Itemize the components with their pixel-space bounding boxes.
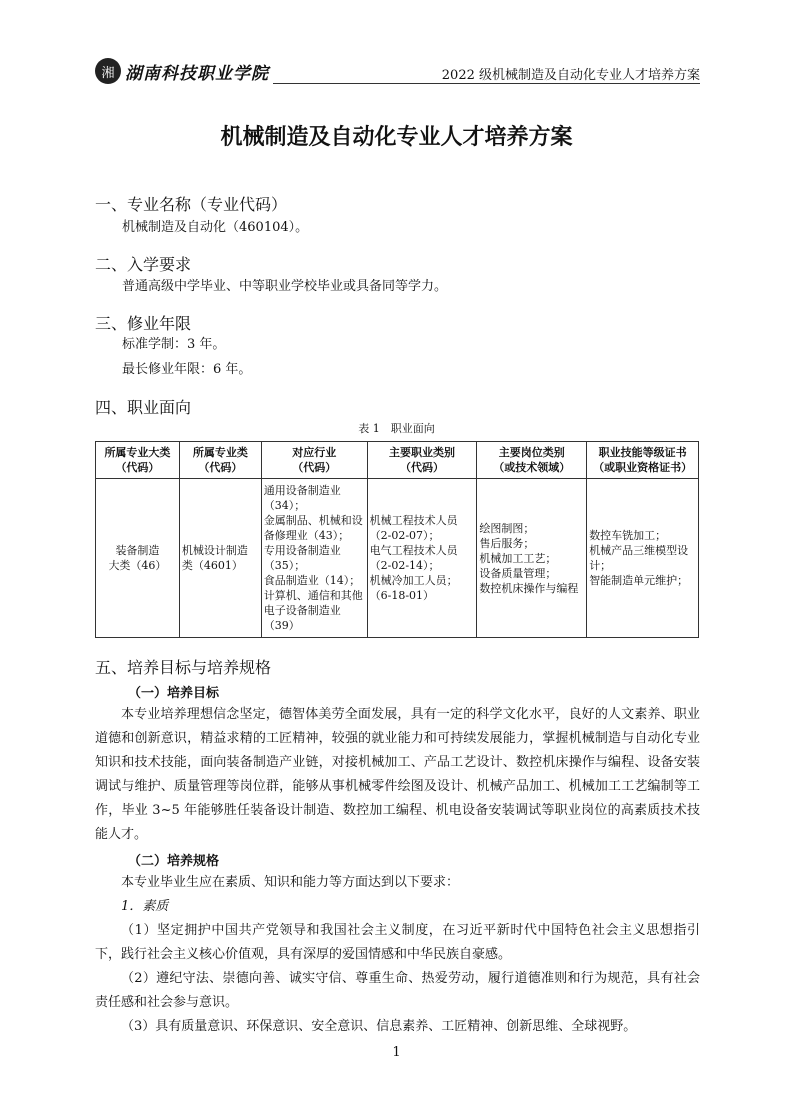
header-cell-position: 主要岗位类别 （或技术领域）: [477, 442, 587, 479]
specs-intro: 本专业毕业生应在素质、知识和能力等方面达到以下要求：: [121, 875, 460, 890]
page-header: [95, 58, 700, 86]
subsection-specs-heading: （二）培养规格: [128, 854, 220, 869]
quality-heading: 1．素质: [121, 899, 169, 914]
page-number: 1: [392, 1045, 401, 1060]
header-cell-certificate: 职业技能等级证书 （或职业资格证书）: [587, 442, 699, 479]
section-1-text: 机械制造及自动化（460104）。: [122, 220, 309, 235]
section-3-heading: 三、修业年限: [95, 314, 192, 333]
quality-item-3: （3）具有质量意识、环保意识、安全意识、信息素养、工匠精神、创新思维、全球视野。: [121, 1019, 637, 1034]
quality-item-2: （2）遵纪守法、崇德向善、诚实守信、尊重生命、热爱劳动，履行道德准则和行为规范，具有社会责任感和社会参与意识。: [95, 971, 700, 1010]
cell-class: 机械设计制造 类（4601）: [179, 479, 261, 638]
cell-certificate: 数控车铣加工； 机械产品三维模型设 计； 智能制造单元维护；: [587, 479, 699, 638]
header-doc-title: 2022 级机械制造及自动化专业人才培养方案: [441, 68, 700, 83]
table-row: [96, 479, 699, 638]
header-cell-occupation: 主要职业类别 （代码）: [367, 442, 477, 479]
table-header-row: [96, 442, 699, 479]
cell-occupation: 机械工程技术人员 （2-02-07）； 电气工程技术人员 （2-02-14）； 机械冷加工人员； （6-18-01）: [367, 479, 477, 638]
goals-paragraph: 本专业培养理想信念坚定，德智体美劳全面发展，具有一定的科学文化水平，良好的人文素养、职业道德和创新意识，精益求精的工匠精神，较强的就业能力和可持续发展能力，掌握机械制造与自动化专业知识和技术技能，面向装备制造产业链，对接机械加工、产品工艺设计、数控机床操作与编程、设备安装调试与维护、质量管理等岗位群，能够从事机械零件绘图及设计、机械产品加工、机械加工工艺编制等工作，毕业 3~5 年能够胜任装备设计制造、数控加工编程、机电设备安装调试等职业岗位的高素质技术技能人才。: [95, 707, 700, 842]
cell-industry: 通用设备制造业 （34）； 金属制品、机械和设 备修理业（43）； 专用设备制造业 （35）； 食品制造业（14）； 计算机、通信和其他 电子设备制造业 （39）: [261, 479, 367, 638]
section-3-line-2: 最长修业年限：6 年。: [122, 362, 252, 377]
section-4-heading: 四、职业面向: [95, 398, 192, 417]
school-seal-icon: 湘: [95, 58, 121, 84]
quality-item-1: （1）坚定拥护中国共产党领导和我国社会主义制度，在习近平新时代中国特色社会主义思想指引下，践行社会主义核心价值观，具有深厚的爱国情感和中华民族自豪感。: [95, 923, 700, 962]
section-3-line-1: 标准学制：3 年。: [122, 337, 226, 352]
section-2-text: 普通高级中学毕业、中等职业学校毕业或具备同等学力。: [122, 279, 448, 294]
header-cell-industry: 对应行业 （代码）: [261, 442, 367, 479]
school-logo: [95, 58, 269, 84]
table-caption: 表 1 职业面向: [358, 422, 435, 435]
career-table: [95, 441, 699, 638]
subsection-goals-heading: （一）培养目标: [128, 686, 220, 701]
section-1-heading: 一、专业名称（专业代码）: [95, 195, 288, 214]
section-2-heading: 二、入学要求: [95, 255, 192, 274]
school-logo-text: 湖南科技职业学院: [125, 63, 269, 84]
page-title: 机械制造及自动化专业人才培养方案: [220, 125, 573, 150]
cell-category: 装备制造 大类（46）: [96, 479, 180, 638]
cell-position: 绘图制图； 售后服务； 机械加工工艺； 设备质量管理； 数控机床操作与编程: [477, 479, 587, 638]
header-cell-class: 所属专业类 （代码）: [179, 442, 261, 479]
header-rule: [273, 83, 700, 84]
header-cell-category: 所属专业大类 （代码）: [96, 442, 180, 479]
section-5-heading: 五、培养目标与培养规格: [95, 658, 272, 677]
